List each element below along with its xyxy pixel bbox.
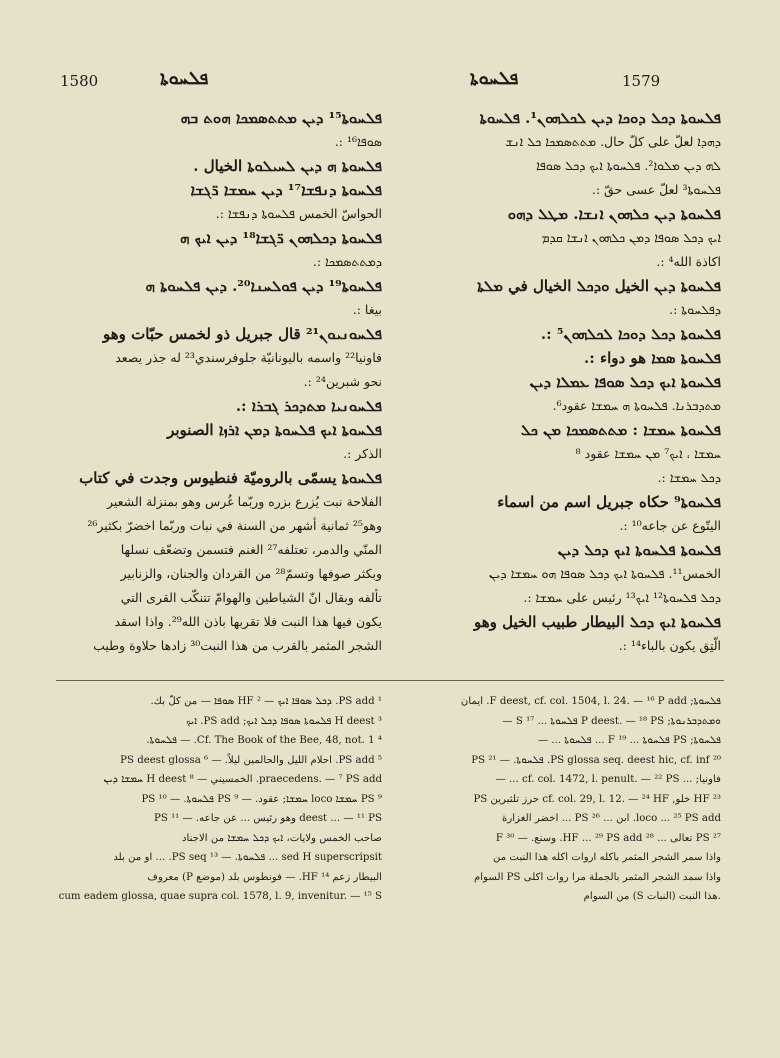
- text-line: ܦܠܚܘܬܐ ܕܝܢ ܟܠܗܘܢ ܐܢܫܐ. ܡܛܠ ܕܗܘ: [507, 205, 721, 223]
- footnote-line: واذا سمد الشجر المثمر بالجملة مرا روات اكلى PS السوام: [474, 871, 721, 883]
- footnote-line: ³ H deest ܦܠܚܘܬܐ ܣܘܦܐ ܕܟܠ ܐܝܟ; PS add. ܐܝܟ: [186, 715, 382, 727]
- text-line: ܦܠܚܘܬܐ ܕܝܢ الخيل ܘܕܟܠ الخيال في ܡܠܬܐ: [477, 277, 721, 295]
- text-line: ܕܟܠ ܚܡܫܐ :.: [657, 470, 721, 485]
- footnote-line: ²⁷ PS تعالى ... ²⁸ HF ... ²⁹ PS add. وسنع. — ³⁰ F: [495, 832, 721, 844]
- footnote-line: loco ... ²⁵ PS add. ابن ... ²⁶ PS ... اخضر الغزارة: [502, 813, 721, 824]
- text-line: اليتّوع عن جاعه¹⁰ :.: [619, 518, 721, 533]
- footnote-line: ¹ PS add. ܕܟܠ ܣܘܦܐ ܐܝܟ — ² HF ܣܘܦܐ — من كلّ بك.: [150, 696, 382, 707]
- text-line: تألفه وبقال انّ الشياطين والهوامّ تتنكّب القرى التي: [120, 590, 382, 605]
- text-line: نحو شبرين²⁴ :.: [303, 374, 382, 389]
- text-line: يكون فيها هذا النبت فلا تقربها باذن الله²⁹. واذا اسقد: [114, 614, 382, 629]
- page-number-left: 1580: [60, 72, 99, 90]
- text-line: ܡܬܕܒܪܢܐ. ܦܠܚܘܬܐ ܗ ܚܡܫܐ عقود⁶.: [552, 398, 721, 413]
- text-line: ܦܠܚܘܬܐ ܣܡܐ هو دواء :.: [584, 349, 721, 367]
- footnote-line: فاونيا; ... cf. col. 1472, l. penult. — ²² PS ... —: [495, 774, 721, 785]
- page-number-right: 1579: [622, 72, 661, 90]
- text-line: الّتِق يكون بالباء¹⁴ :.: [618, 638, 721, 653]
- text-line: ܦܠܚܘܬܐ ܦܠܚܘܬܐ ܐܝܟ ܕܟܠ ܕܝܢ: [557, 541, 721, 559]
- footnote-line: ܦܠܚܘܬܐ; PS ܦܠܚܘܬܐ ... ¹⁹ F ... ܦܠܚܘܬܐ ... —: [537, 735, 721, 746]
- text-line: ܣܘܦܐ¹⁶ :.: [334, 134, 382, 149]
- footnote-line: واذا سمر الشجر المثمر باكله اروات اكله هذا النبت من: [492, 852, 721, 863]
- text-line: الفلاحة نبت يُزرع بزره وربّما غُرس وهو بمنزلة الشعير: [106, 494, 382, 509]
- text-line: ܕܦܠܚܘܬܐ :.: [669, 302, 721, 317]
- text-line: ܚܡܫܐ ، ܐܝܟ⁷ ܡܢ ܚܡܫܐ عقود ⁸: [575, 446, 721, 461]
- text-line: ܕܟܠ ܦܠܚܘܬܐ¹² ܐܝܟ¹³ رئيس على ܚܡܫܐ :.: [523, 590, 721, 605]
- footnote-line: ܘܡܬܕܒܪܢܘܬܐ; P deest. — ¹⁸ PS ܦܠܚܘܬܐ ... ¹⁷ S —: [502, 715, 721, 727]
- text-line: اكاذة الله⁴ :.: [656, 254, 721, 269]
- text-line: ܐܝܟ ܕܟܠ ܣܘܦܐ ܕܡܢ ܟܠܗܘܢ ܐܢܫܐ ܩܕܡ: [541, 230, 721, 245]
- footnote-line: praecedens. — ⁷ PS add. الخمسيني — ⁸ H deest ܚܡܫܐ ܕܝܢ: [103, 774, 382, 785]
- text-line: وهو²⁵ ثمانية أشهر من السنة في نبات وربّما اخضرّ بكثير²⁶: [87, 518, 382, 533]
- text-line: ܦܠܚܘܬܐ ܕܟܠ ܕܘܟܐ ܠܟܠܗܘܢ⁵ :.: [540, 325, 721, 343]
- text-line: وبكثر صوفها وتسمّ²⁸ من القردان والجنان، والزنابير: [120, 566, 382, 581]
- footnotes-right: [395, 692, 721, 907]
- footnotes-left: [56, 692, 382, 907]
- text-line: المنّي والدمر، تعتلفه²⁷ الغنم فتسمن وتضعّف نسلها: [120, 542, 382, 557]
- footnote-line: sed H superscripsit ... ܦܠܚܘܬܐ. — ¹³ PS seq. ... او من بلد: [113, 852, 382, 863]
- text-line: ܦܠܚܘܬܐ ܚܡܫܐ : ܡܬܬܣܡܟܐ ܡܢ ܟܠ: [520, 421, 721, 439]
- footnote-line: صاحب الخمس ولايات، ܐܝܟ ܕܟܠ ܚܡܫܐ من الاجناد: [181, 832, 382, 844]
- footnote-line: cum eadem glossa, quae supra col. 1578, l. 9, invenitur. — ¹⁵ S: [58, 891, 382, 902]
- running-head-right: ܦܠܚܘܬܐ: [470, 68, 519, 89]
- text-line: ܦܠܚܘܢܝܐ ܡܬܕܟܪ ܓܒܪܐ :.: [235, 397, 382, 415]
- text-line: ܦܠܚܘܬܐ ܐܝܟ ܕܟܠ ܣܘܦܐ ܥܡܠܐ ܕܝܢ: [529, 373, 721, 391]
- text-line: الخمس¹¹. ܦܠܚܘܬܐ ܐܝܟ ܕܟܠ ܣܘܦܐ ܗܘ ܚܡܫܐ ܕܝܢ: [488, 566, 721, 581]
- running-head-left: ܦܠܚܘܬܐ: [160, 68, 209, 89]
- footnote-line: ²³ HF خلو, cf. col. 29, l. 12. — ²⁴ HF حرز تلثبرين PS: [473, 793, 721, 805]
- text-line: ܦܠܚܘܬܐ¹⁹ ܕܝܢ ܦܘܠܚܢܐ²⁰. ܕܝܢ ܦܠܚܘܬܐ ܗ: [145, 277, 382, 295]
- text-line: فاونيا²² واسمه باليونانيّة جلوفرسندي²³ له جذر يصعد: [115, 350, 382, 365]
- footnote-line: ⁴ Cf. The Book of the Bee, 48, not. 1. — ܦܠܚܘܬܐ.: [146, 735, 382, 746]
- text-line: ܦܠܚܘܬܐ¹⁵ ܕܝܢ ܡܬܬܣܡܟܐ ܗܘܬ ܒܗ: [180, 109, 382, 127]
- footnote-divider: [56, 680, 724, 681]
- text-line: الحواسّ الخمس ܦܠܚܘܬܐ ܕܢܦܫܐ :.: [215, 206, 382, 221]
- text-line: ܦܠܚܘܬܐ ܗ ܕܝܢ ܠܚܝܠܘܬܐ الخيال .: [193, 157, 382, 175]
- text-line: ܠܗ ܕܝܢ ܡܠܘܐ². ܦܠܚܘܬܐ ܐܝܟ ܕܟܠ ܣܘܦܐ: [536, 158, 721, 173]
- text-line: ܦܠܚܘܬܐ⁹ حكاه جبريل اسم من اسماء: [497, 493, 721, 511]
- text-line: ܕܗܕܐ لعلّ على كلّ حال. ܡܬܬܣܡܟܐ ܟܠ ܐܢܫ: [505, 134, 721, 149]
- text-line: ܦܠܚܘܢܝܘܢ²¹ قال جبريل ذو لخمس حبّات وهو: [103, 325, 382, 343]
- text-line: ܦܠܚܘܬܐ ܕܟܠܗܘܢ ܪ̈ܓܫܐ¹⁸ ܕܝܢ ܐܝܟ ܗ: [180, 229, 382, 247]
- text-line: ܦܠܚܘܬܐ³ لعلّ عسى حقّ :.: [591, 182, 721, 197]
- text-line: ܦܠܚܘܬܐ ܐܝܟ ܕܟܠ البيطار طبيب الخيل وهو: [473, 613, 721, 631]
- footnote-line: ⁹ PS ܚܡܫܐ loco ܚܡܫܐ; عقود. — ⁹ PS ܦܠܚܘܬܐ. — ¹⁰ PS: [141, 793, 382, 805]
- text-line: ܕܡܬܬܣܡܟܐ :.: [312, 254, 382, 269]
- text-line: ܦܠܚܘܬܐ ܕܟܠ ܕܘܟܐ ܕܝܢ ܠܟܠܗܘܢ¹. ܦܠܚܘܬܐ: [479, 109, 721, 127]
- footnote-line: ⁵ PS add. احلام الليل والحالمين ليلاً. — ⁶ PS deest glossa: [120, 754, 382, 766]
- text-line: الذكر :.: [343, 446, 382, 461]
- footnote-line: البيطار زعم ¹⁴ HF. — فونطوس بلد (موضع P) معروف: [147, 871, 382, 883]
- text-line: ܦܠܚܘܬܐ يسمّى بالروميّة فنطيوس وجدت في كتاب: [79, 469, 382, 487]
- footnote-line: ²⁰ PS glossa seq. deest hic, cf. inf. ܦܠܚܘܬܐ. — ²¹ PS: [471, 754, 721, 766]
- footnote-line: ܦܠܚܘܬܐ; F deest, cf. col. 1504, l. 24. — ¹⁶ P add. ايمان: [460, 696, 721, 707]
- right-column: [395, 106, 721, 658]
- text-line: ܦܠܚܘܬܐ ܕܢܦܫܐ¹⁷ ܕܝܢ ܚܡܫܐ ܪ̈ܓܫܐ: [190, 181, 382, 199]
- footnote-line: deest ... — ¹¹ PS وهو رئيس ... عن جاعه. — ¹¹ PS: [154, 813, 382, 824]
- text-line: الشجر المثمر بالقرب من هذا النبت³⁰ زادها حلاوة وطيب: [93, 638, 382, 653]
- text-line: بيغا :.: [352, 302, 382, 317]
- left-column: [56, 106, 382, 658]
- footnote-line: .هذا النبت (النبات S) من السوام: [583, 891, 721, 902]
- text-line: ܦܠܚܘܬܐ ܐܝܟ ܦܠܚܘܬܐ ܕܡܢ ܐܪܙܐ الصنوبر: [167, 421, 382, 439]
